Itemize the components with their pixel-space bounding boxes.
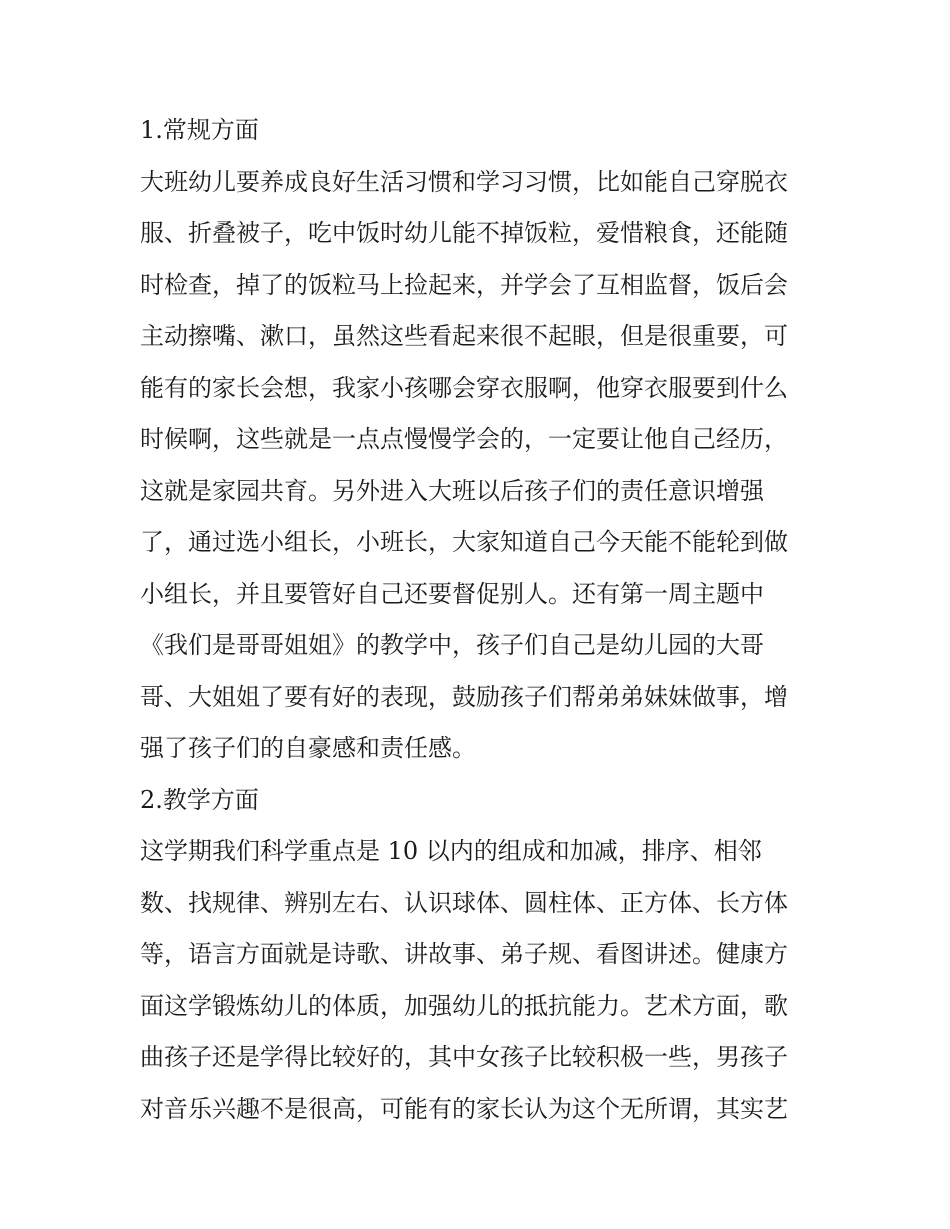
paragraph-line: 数、找规律、辨别左右、认识球体、圆柱体、正方体、长方体	[140, 888, 788, 917]
paragraph-line: 强了孩子们的自豪感和责任感。	[140, 734, 476, 762]
document-body	[140, 105, 820, 1135]
paragraph-line: 大班幼儿要养成良好生活习惯和学习习惯，比如能自己穿脱衣	[140, 167, 788, 196]
section-heading-routine: 1.常规方面	[140, 116, 259, 144]
paragraph-line: 了，通过选小组长，小班长，大家知道自己今天能不能轮到做	[140, 528, 788, 556]
paragraph-line: 小组长，并且要管好自己还要督促别人。还有第一周主题中	[140, 579, 764, 608]
paragraph-line: 能有的家长会想，我家小孩哪会穿衣服啊，他穿衣服要到什么	[140, 373, 788, 402]
paragraph-line: 这就是家园共育。另外进入大班以后孩子们的责任意识增强	[140, 476, 764, 505]
section-heading-teaching: 2.教学方面	[140, 785, 259, 814]
paragraph-line: 主动擦嘴、漱口，虽然这些看起来很不起眼，但是很重要，可	[140, 322, 788, 350]
paragraph-line: 对音乐兴趣不是很高，可能有的家长认为这个无所谓，其实艺	[140, 1094, 788, 1123]
paragraph-line: 《我们是哥哥姐姐》的教学中，孩子们自己是幼儿园的大哥	[140, 631, 764, 659]
paragraph-line: 面这学锻炼幼儿的体质，加强幼儿的抵抗能力。艺术方面，歌	[140, 991, 788, 1020]
paragraph-line: 时检查，掉了的饭粒马上捡起来，并学会了互相监督，饭后会	[140, 270, 788, 299]
paragraph-line: 服、折叠被子，吃中饭时幼儿能不掉饭粒，爱惜粮食，还能随	[140, 219, 788, 247]
paragraph-line: 这学期我们科学重点是 10 以内的组成和加减，排序、相邻	[140, 837, 762, 865]
paragraph-line: 等，语言方面就是诗歌、讲故事、弟子规、看图讲述。健康方	[140, 940, 788, 968]
paragraph-line: 曲孩子还是学得比较好的，其中女孩子比较积极一些，男孩子	[140, 1043, 788, 1071]
paragraph-line: 时候啊，这些就是一点点慢慢学会的，一定要让他自己经历，	[140, 425, 788, 453]
paragraph-line: 哥、大姐姐了要有好的表现，鼓励孩子们帮弟弟妹妹做事，增	[140, 682, 788, 711]
